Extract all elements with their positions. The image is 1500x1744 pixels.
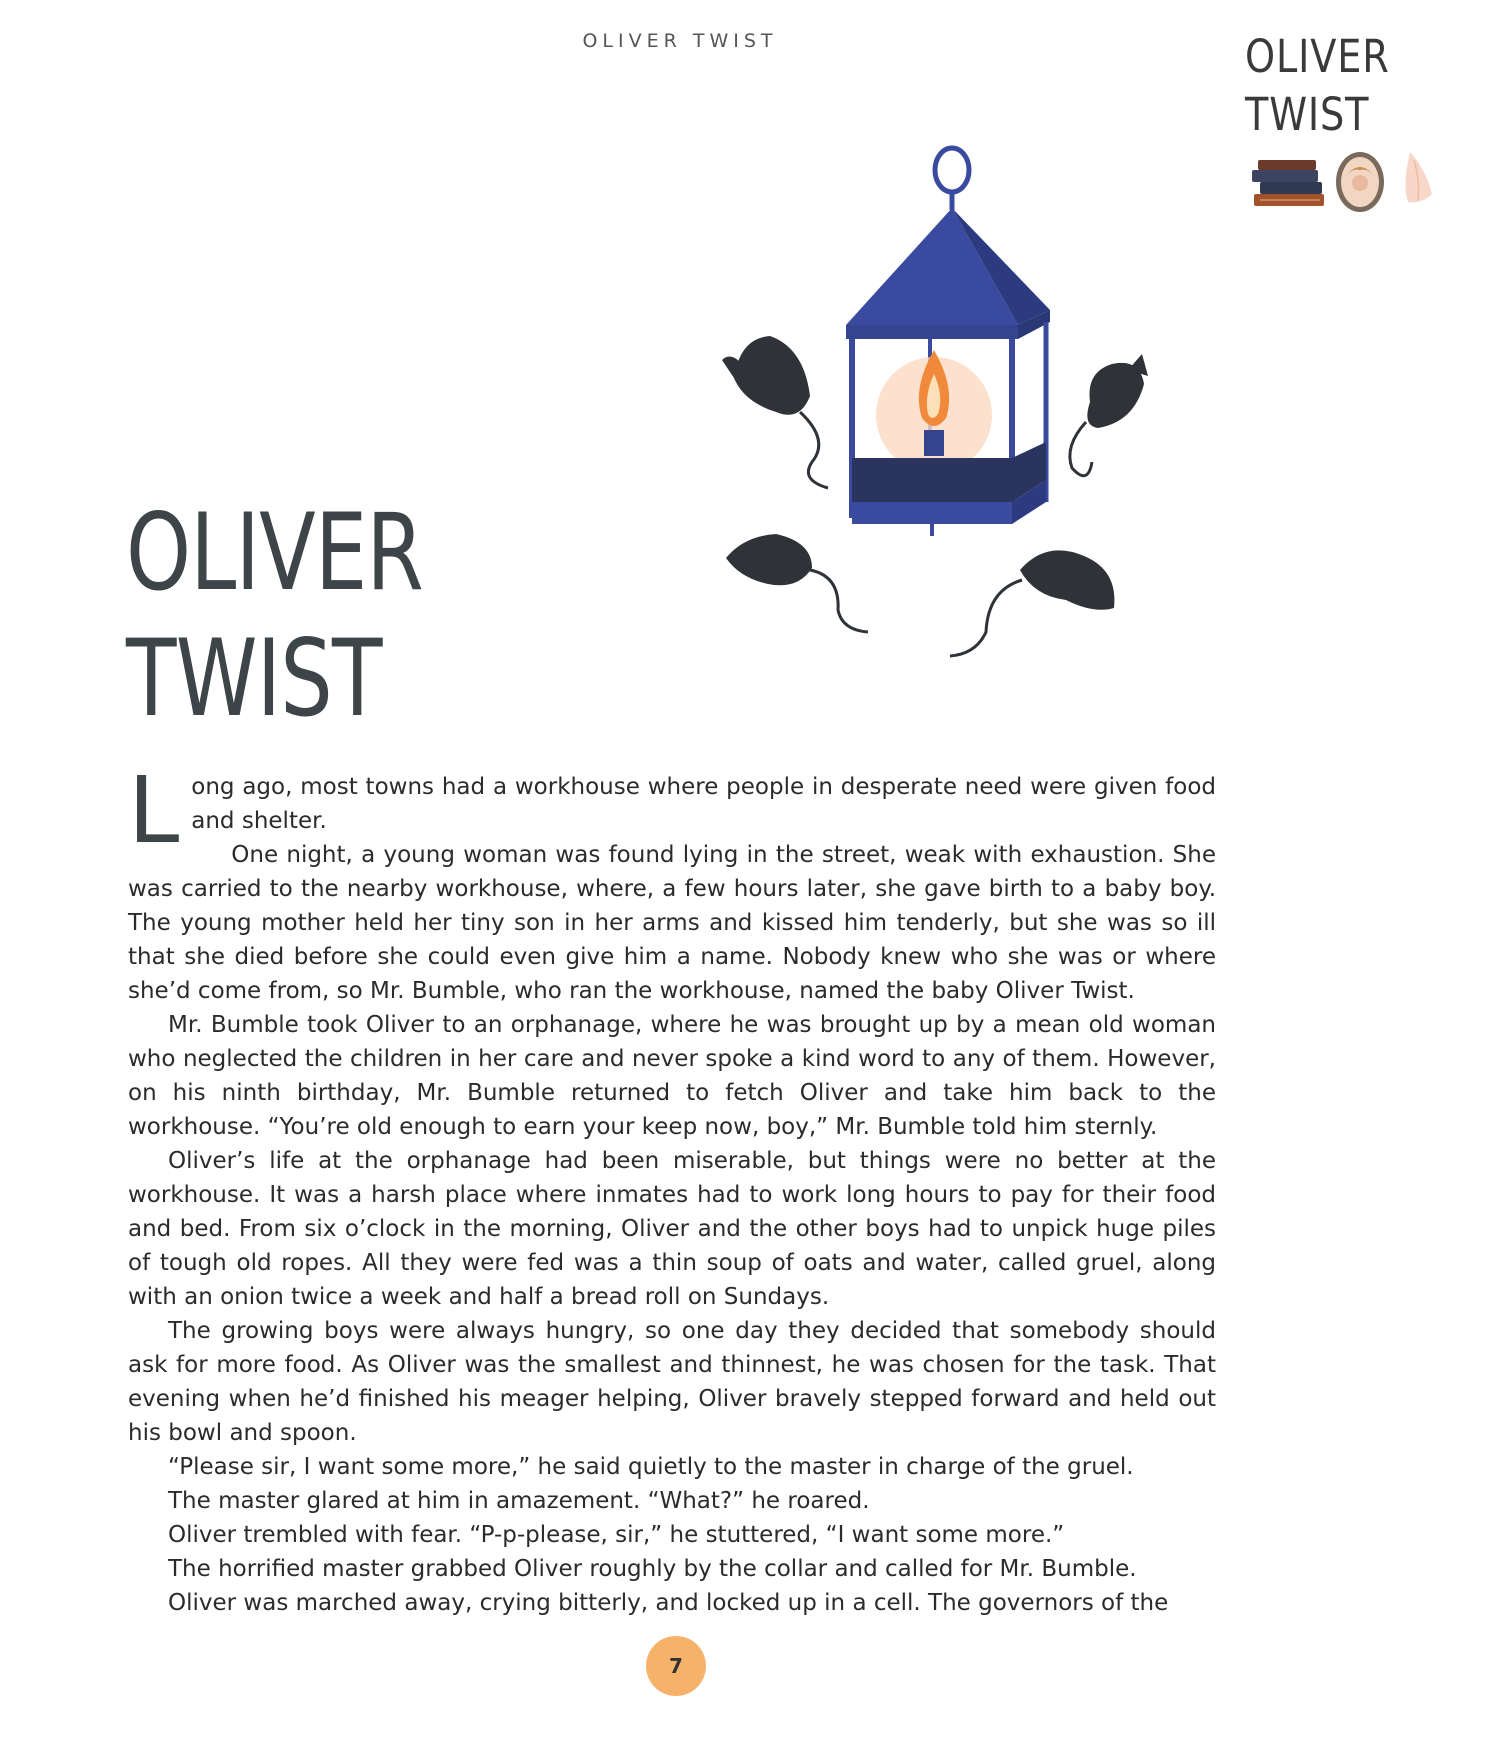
rat-top-left-icon: [722, 336, 828, 488]
story-paragraph-1: [128, 757, 1216, 864]
story-paragraph-9: The horrified master grabbed Oliver roughly by the collar and called for Mr. Bumble.: [168, 1556, 1137, 1582]
story-paragraph-6: “Please sir, I want some more,” he said quietly to the master in charge of the gruel.: [168, 1454, 1134, 1480]
rat-bottom-left-icon: [726, 534, 868, 632]
page-number: 7: [646, 1636, 706, 1696]
story-paragraph-2: One night, a young woman was found lying in the street, weak with exhaustion. She was carried to the nearby workhouse, where, a few hours later, she gave birth to a baby boy. The young mother held her tiny son in her arms and kissed him tenderly, but she was so ill that she died before she could even give him a name. Nobody knew who she was or where she’d come from, so Mr. Bumble, who ran the workhouse, named the baby Oliver Twist.: [128, 842, 1216, 1004]
corner-icons: [1250, 150, 1450, 230]
running-head: OLIVER TWIST: [582, 30, 778, 52]
paragraph-text: ong ago, most towns had a workhouse where people in desperate need were given food and shelter.: [191, 774, 1216, 834]
portrait-icon: [1336, 152, 1384, 212]
story-paragraph-3: Mr. Bumble took Oliver to an orphanage, where he was brought up by a mean old woman who neglected the children in her care and never spoke a kind word to any of them. However, on his ninth birthday, Mr. Bumble returned to fetch Oliver and take him back to the workhouse. “You’re old enough to earn your keep now, boy,” Mr. Bumble told him sternly.: [128, 1012, 1216, 1140]
story-paragraph-8: Oliver trembled with fear. “P-p-please, sir,” he stuttered, “I want some more.”: [168, 1522, 1065, 1548]
corner-title: [1245, 28, 1390, 144]
books-icon: [1252, 160, 1324, 206]
title-line1: OLIVER: [126, 491, 424, 614]
rat-bottom-right-icon: [950, 550, 1114, 656]
lantern-illustration: [720, 140, 1160, 680]
corner-title-line1: OLIVER: [1245, 30, 1390, 83]
story-paragraph-5: The growing boys were always hungry, so one day they decided that somebody should ask for more food. As Oliver was the smallest and thinnest, he was chosen for the task. That evening when he’d finished his meager helping, Oliver bravely stepped forward and held out his bowl and spoon.: [128, 1318, 1216, 1446]
drop-cap: L: [128, 757, 180, 864]
feather-icon: [1405, 152, 1432, 202]
title-line2: TWIST: [126, 617, 382, 740]
lantern-icon: [846, 148, 1050, 536]
story-paragraph-10: Oliver was marched away, crying bitterly, and locked up in a cell. The governors of the: [168, 1590, 1169, 1616]
story-paragraph-4: Oliver’s life at the orphanage had been miserable, but things were no better at the workhouse. It was a harsh place where inmates had to work long hours to pay for their food and bed. From six o’clock in the morning, Oliver and the other boys had to unpick huge piles of tough old ropes. All they were fed was a thin soup of oats and water, called gruel, along with an onion twice a week and half a bread roll on Sundays.: [128, 1148, 1216, 1310]
story-paragraph-7: The master glared at him in amazement. “What?” he roared.: [168, 1488, 870, 1514]
rat-top-right-icon: [1070, 354, 1148, 476]
corner-title-line2: TWIST: [1245, 88, 1370, 141]
page-title: [126, 490, 423, 742]
story-text: [128, 757, 1216, 1620]
